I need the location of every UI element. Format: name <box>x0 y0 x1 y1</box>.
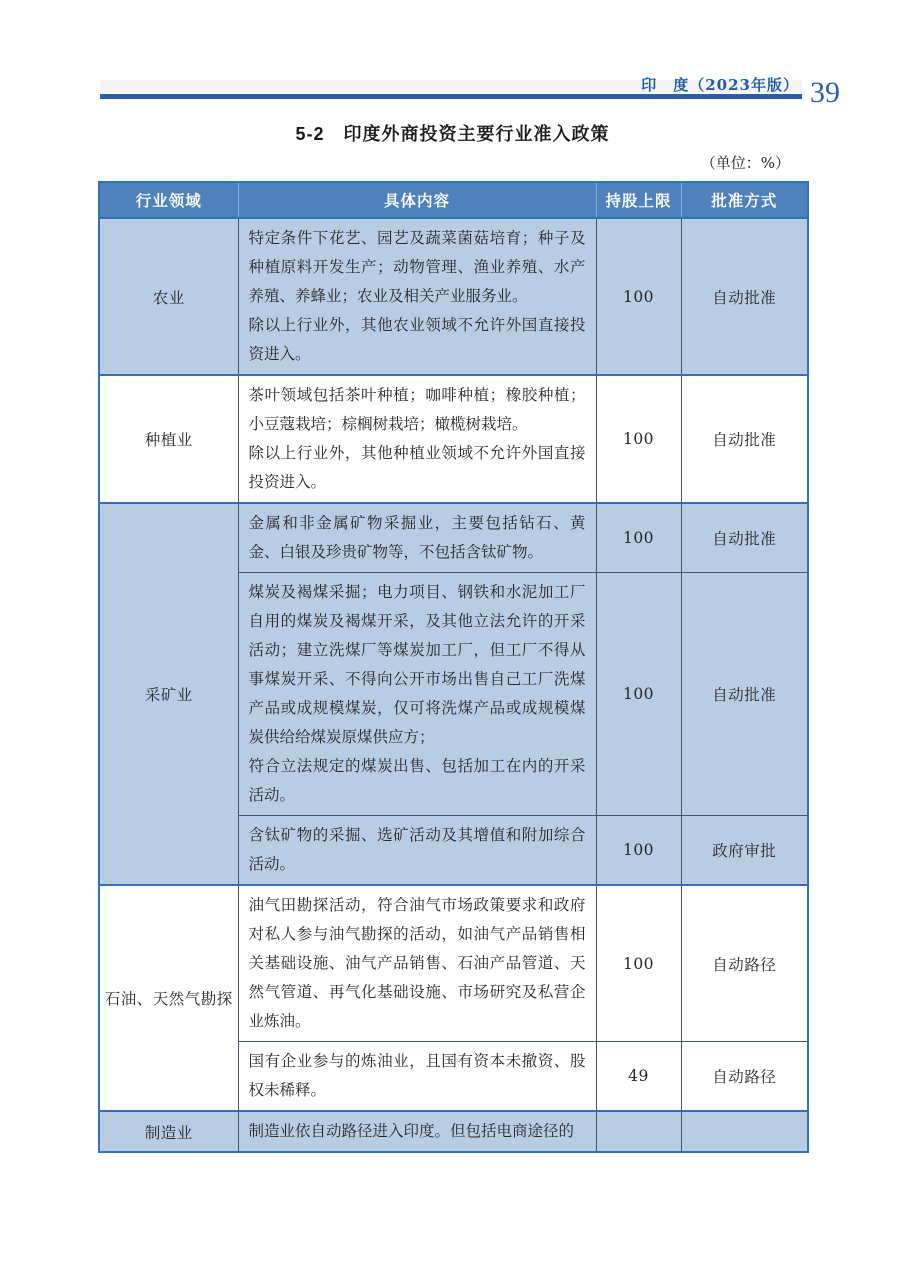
content-cell <box>238 1111 596 1152</box>
sector-cell: 农业 <box>99 218 238 375</box>
content-cell <box>238 816 596 886</box>
table-title: 5-2 印度外商投资主要行业准入政策 <box>295 124 610 144</box>
sector-cell: 石油、天然气勘探 <box>99 885 238 1111</box>
approval-cell: 政府审批 <box>681 816 808 886</box>
sector-cell: 制造业 <box>99 1111 238 1152</box>
header-rule <box>100 94 802 99</box>
column-header: 行业领域 <box>99 182 238 218</box>
content-paragraph: 油气田勘探活动，符合油气市场政策要求和政府对私人参与油气勘探的活动，如油气产品销售相关基础设施、油气产品销售、石油产品管道、天然气管道、再气化基础设施、市场研究及私营企业炼油。 <box>248 896 586 1030</box>
table-row <box>99 503 808 573</box>
sector-cell: 采矿业 <box>99 503 238 885</box>
approval-cell: 自动批准 <box>681 503 808 573</box>
table-row <box>99 218 808 375</box>
cap-cell: 49 <box>596 1042 681 1112</box>
table-row <box>99 885 808 1042</box>
page-number: 39 <box>810 76 840 109</box>
approval-cell: 自动路径 <box>681 885 808 1042</box>
content-cell <box>238 1042 596 1112</box>
content-paragraph: 含钛矿物的采掘、选矿活动及其增值和附加综合活动。 <box>248 826 586 873</box>
content-paragraph: 制造业依自动路径进入印度。但包括电商途径的 <box>248 1122 575 1140</box>
content-cell <box>238 375 596 503</box>
cap-cell: 100 <box>596 375 681 503</box>
content-paragraph: 除以上行业外，其他种植业领域不允许外国直接投资进入。 <box>248 444 586 491</box>
cap-cell: 100 <box>596 816 681 886</box>
table-row <box>99 1111 808 1152</box>
policy-table-body <box>99 218 808 1152</box>
unit-note: （单位：%） <box>700 154 790 172</box>
content-cell <box>238 503 596 573</box>
approval-cell <box>681 1111 808 1152</box>
content-paragraph: 特定条件下花艺、园艺及蔬菜菌菇培育；种子及种植原料开发生产；动物管理、渔业养殖、水产养殖、养蜂业；农业及相关产业服务业。 <box>248 229 586 305</box>
approval-cell: 自动批准 <box>681 375 808 503</box>
edition-label: 印 度（2023年版） <box>641 76 799 94</box>
approval-cell: 自动批准 <box>681 573 808 816</box>
table-row <box>99 375 808 503</box>
content-cell <box>238 573 596 816</box>
content-paragraph: 煤炭及褐煤采掘；电力项目、钢铁和水泥加工厂自用的煤炭及褐煤开采，及其他立法允许的开采活动；建立洗煤厂等煤炭加工厂，但工厂不得从事煤炭开采、不得向公开市场出售自己工厂洗煤产品或成规模煤炭，仅可将洗煤产品或成规模煤炭供给给煤炭原煤供应方； <box>248 583 586 746</box>
sector-cell: 种植业 <box>99 375 238 503</box>
cap-cell: 100 <box>596 503 681 573</box>
column-header: 持股上限 <box>596 182 681 218</box>
content-paragraph: 国有企业参与的炼油业，且国有资本未撤资、股权未稀释。 <box>248 1052 586 1099</box>
cap-cell: 100 <box>596 218 681 375</box>
content-cell <box>238 885 596 1042</box>
policy-table <box>98 181 809 1153</box>
cap-cell: 100 <box>596 885 681 1042</box>
content-paragraph: 茶叶领域包括茶叶种植；咖啡种植；橡胶种植；小豆蔻栽培；棕榈树栽培；橄榄树栽培。 <box>248 386 586 433</box>
content-cell <box>238 218 596 375</box>
approval-cell: 自动路径 <box>681 1042 808 1112</box>
content-paragraph: 符合立法规定的煤炭出售、包括加工在内的开采活动。 <box>248 757 586 804</box>
content-paragraph: 金属和非金属矿物采掘业，主要包括钻石、黄金、白银及珍贵矿物等，不包括含钛矿物。 <box>248 514 586 561</box>
content-paragraph: 除以上行业外，其他农业领域不允许外国直接投资进入。 <box>248 316 586 363</box>
table-header-row <box>99 182 808 218</box>
policy-table-container <box>98 181 809 1153</box>
cap-cell <box>596 1111 681 1152</box>
cap-cell: 100 <box>596 573 681 816</box>
column-header: 具体内容 <box>238 182 596 218</box>
column-header: 批准方式 <box>681 182 808 218</box>
approval-cell: 自动批准 <box>681 218 808 375</box>
